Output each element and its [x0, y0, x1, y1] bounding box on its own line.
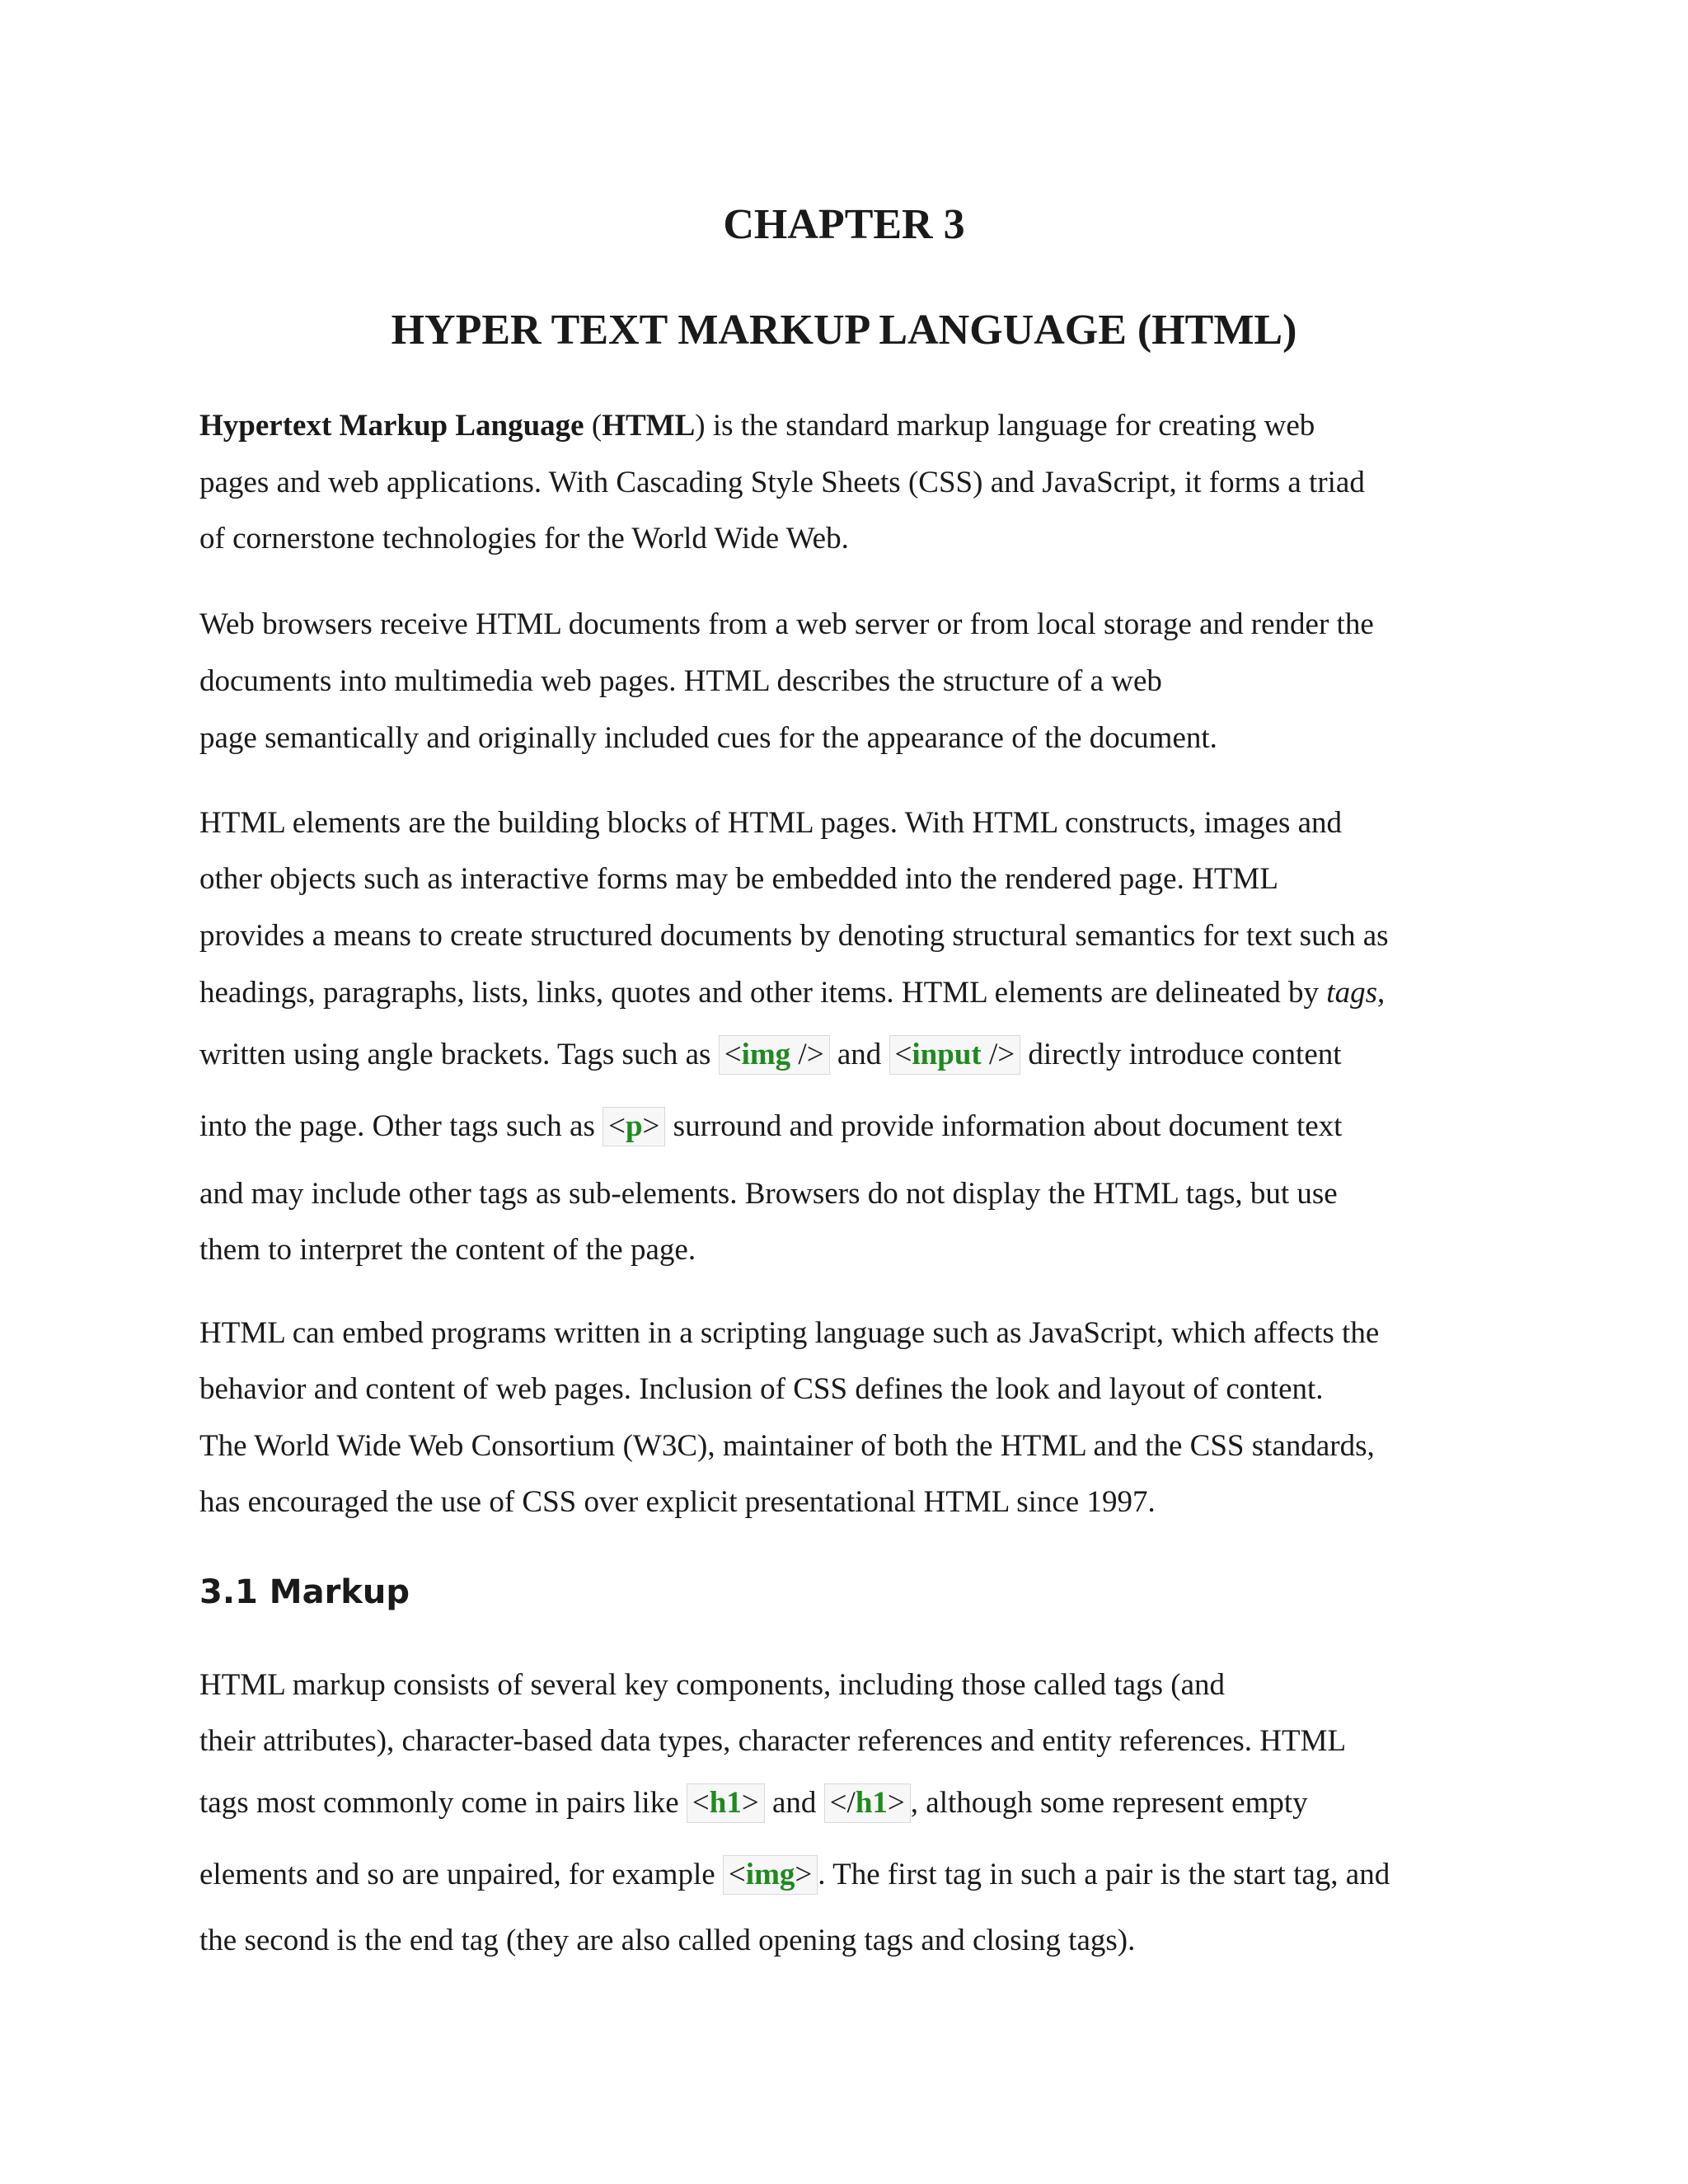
text-run: tags most commonly come in pairs like — [199, 1786, 687, 1820]
document-title: HYPER TEXT MARKUP LANGUAGE (HTML) — [391, 307, 1297, 354]
inline-code-p: <p> — [603, 1107, 665, 1146]
paragraph-line: the second is the end tag (they are also called opening tags and closing tags). — [199, 1924, 1136, 1957]
paragraph-line: page semantically and originally included cues for the appearance of the document. — [199, 721, 1217, 755]
paragraph-line — [199, 404, 1315, 448]
text-run: directly introduce content — [1020, 1038, 1342, 1071]
text-run: . The first tag in such a pair is the start tag, and — [818, 1858, 1390, 1891]
paragraph-line: them to interpret the content of the page. — [199, 1233, 696, 1267]
paragraph-line — [199, 1781, 1308, 1825]
paragraph-line — [199, 1033, 1342, 1077]
inline-code-h1-open: <h1> — [687, 1783, 765, 1823]
text-run: elements and so are unpaired, for example — [199, 1858, 723, 1891]
section-heading: 3.1 Markup — [199, 1573, 410, 1611]
text-run: , — [1376, 976, 1386, 1010]
paragraph-line: The World Wide Web Consortium (W3C), maintainer of both the HTML and the CSS standards, — [199, 1429, 1375, 1463]
text-run: , although some represent empty — [910, 1786, 1308, 1820]
paragraph-line: behavior and content of web pages. Inclusion of CSS defines the look and layout of content. — [199, 1372, 1324, 1406]
paragraph-line: pages and web applications. With Cascading Style Sheets (CSS) and JavaScript, it forms a triad — [199, 466, 1365, 499]
paragraph-line: their attributes), character-based data types, character references and entity references. HTML — [199, 1724, 1347, 1758]
paragraph-line — [199, 971, 1385, 1015]
paragraph-line: has encouraged the use of CSS over explicit presentational HTML since 1997. — [199, 1485, 1156, 1519]
paragraph-line: other objects such as interactive forms may be embedded into the rendered page. HTML — [199, 862, 1278, 896]
paragraph-line: Web browsers receive HTML documents from a web server or from local storage and render the — [199, 607, 1374, 641]
text-run: headings, paragraphs, lists, links, quotes and other items. HTML elements are delineated by — [199, 976, 1327, 1010]
paragraph-line: HTML can embed programs written in a scripting language such as JavaScript, which affects the — [199, 1316, 1380, 1350]
text-run: ) is the standard markup language for creating web — [695, 409, 1315, 443]
inline-code-img: <img> — [723, 1855, 818, 1895]
bold-term: Hypertext Markup Language — [199, 409, 584, 443]
text-run: and — [829, 1038, 889, 1071]
text-run: ( — [584, 409, 603, 443]
paragraph-line: HTML markup consists of several key components, including those called tags (and — [199, 1668, 1225, 1702]
paragraph-line: documents into multimedia web pages. HTML describes the structure of a web — [199, 664, 1162, 698]
chapter-label: CHAPTER 3 — [723, 201, 965, 248]
text-run: and — [764, 1786, 824, 1820]
italic-term: tags — [1326, 976, 1377, 1010]
text-run: surround and provide information about document text — [665, 1109, 1343, 1143]
paragraph-line: provides a means to create structured documents by denoting structural semantics for text such as — [199, 919, 1389, 953]
paragraph-line: and may include other tags as sub-elements. Browsers do not display the HTML tags, but use — [199, 1177, 1338, 1211]
paragraph-line — [199, 1104, 1342, 1149]
paragraph-line: of cornerstone technologies for the World Wide Web. — [199, 522, 849, 555]
inline-code-img: <img /> — [719, 1035, 830, 1075]
text-run: into the page. Other tags such as — [199, 1109, 603, 1143]
paragraph-line — [199, 1853, 1390, 1897]
paragraph-line: HTML elements are the building blocks of HTML pages. With HTML constructs, images and — [199, 806, 1343, 840]
inline-code-input: <input /> — [889, 1035, 1021, 1075]
inline-code-h1-close: </h1> — [824, 1783, 911, 1823]
bold-abbr: HTML — [602, 409, 696, 443]
text-run: written using angle brackets. Tags such as — [199, 1038, 719, 1071]
